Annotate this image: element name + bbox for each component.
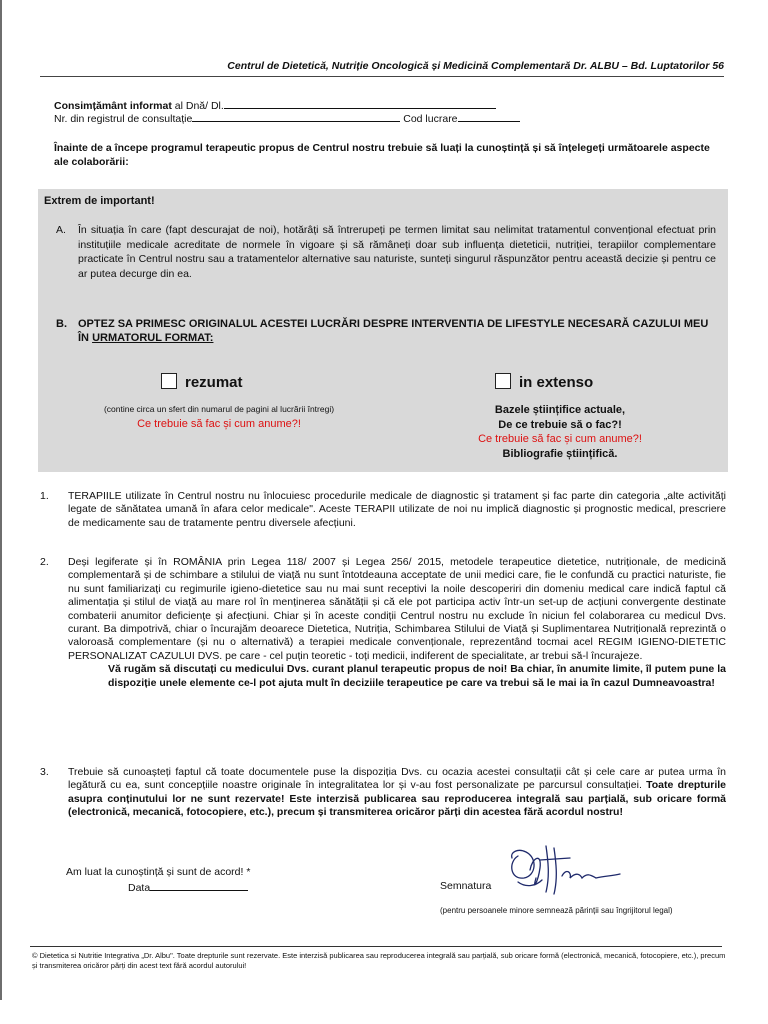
item-b-underlined: URMATORUL FORMAT: <box>92 332 214 344</box>
register-field-row <box>54 111 520 125</box>
in-extenso-line4: Bibliografie științifică. <box>502 447 618 460</box>
consent-field-row <box>54 98 496 112</box>
header-rule <box>40 76 724 77</box>
signature-label: Semnatura <box>440 880 492 892</box>
consent-label: Consimțământ informat <box>54 100 172 112</box>
in-extenso-details <box>410 403 710 461</box>
in-extenso-line1: Bazele științifice actuale, <box>494 404 626 416</box>
clinic-header: Centrul de Dietetică, Nutriție Oncologică și Medicină Complementară Dr. ALBU – Bd. Luptatorilor 56 <box>227 60 724 72</box>
in-extenso-line2: De ce trebuie să o fac?! <box>498 418 622 431</box>
rezumat-checkbox[interactable] <box>161 373 177 389</box>
point-1-text: TERAPIILE utilizate în Centrul nostru nu înlocuiesc procedurile medicale de diagnostic și tratament și fac parte din categoria „alte activități legate de sănătatea umană în afara celor medicale". Aceste TERAPII utilizate de noi nu implică diagnostic și prognostic medical, prescriere de medicamente sau de tratamente pentru diversele afecțiuni. <box>68 490 726 529</box>
point-3 <box>40 766 726 820</box>
signature-note: (pentru persoanele minore semnează părinții sau îngrijitorul legal) <box>440 906 673 915</box>
important-box <box>38 189 728 472</box>
point-2 <box>40 556 726 690</box>
item-b-label: B. <box>56 318 67 330</box>
option-rezumat[interactable] <box>161 373 243 391</box>
handwritten-signature <box>496 838 626 898</box>
date-label: Data <box>128 882 151 894</box>
copyright-footer: © Dietetica si Nutritie Integrativa „Dr. Albu". Toate drepturile sunt rezervate. Este interzisă publicarea sau reproducerea integrală sau parțială, sub oricare formă (electronică, mecanică, fotocopiere, etc.), precum și transmiterea oricăror părți din acest text fără acordul autorului! <box>32 951 726 970</box>
register-label: Nr. din registrul de consultație <box>54 113 193 125</box>
rezumat-subtitle: Ce trebuie să fac și cum anume?! <box>137 418 301 430</box>
item-a <box>56 223 716 281</box>
option-in-extenso[interactable] <box>495 373 593 391</box>
item-b <box>56 317 716 345</box>
footer-rule <box>30 946 722 947</box>
point-1 <box>40 490 726 530</box>
in-extenso-line3: Ce trebuie să fac și cum anume?! <box>478 433 642 445</box>
point-3-bold: Toate drepturile asupra conținutului lor ne sunt rezervate! Este interzisă publicarea sau reproducerea integrală sau parțială, sub oricare formă (electronică, mecanică, fotocopiere, etc.), precum și transmiterea oricăror părți din acestea fără acordul nostru! <box>68 779 726 819</box>
point-3-number: 3. <box>40 766 49 778</box>
date-field[interactable] <box>150 880 248 891</box>
in-extenso-label: in extenso <box>519 374 594 391</box>
in-extenso-checkbox[interactable] <box>495 373 511 389</box>
agreement-text: Am luat la cunoștință și sunt de acord! * <box>66 866 251 878</box>
code-label: Cod lucrare <box>403 113 458 125</box>
intro-text: Înainte de a începe programul terapeutic propus de Centrul nostru trebuie să luați la cunoștință și să înțelegeți următoarele aspecte ale colaborării: <box>54 142 710 168</box>
rezumat-note: (contine circa un sfert din numarul de pagini al lucrării întregi) <box>103 404 335 414</box>
point-3-text: Trebuie să cunoașteți faptul că toate documentele puse la dispoziția Dvs. cu ocazia acestei consultații cât și cele care ar putea urma în legătură cu ea, sunt concepțiile noastre originale în integralitatea lor și v-au fost personalizate pe parcursul consultației. <box>68 766 726 792</box>
point-1-number: 1. <box>40 490 49 502</box>
point-2-text: Deși legiferate și în ROMÂNIA prin Legea 118/ 2007 și Legea 256/ 2015, metodele terapeutice dietetice, nutriționale, de medicină complementară și de schimbare a stilului de viață nu sunt întotdeauna acceptate de unii medici care, fie le confundă cu practici naturiste, fie nu sunt familiarizați cu regimurile igieno-dietetice sau nu mai sunt receptivi la noile descoperiri din domeniu medical care indică faptul că alimentația și stilul de viață au mare rol în menținerea sănătății și că ele pot participa activ într-un set-up de acțiuni convergente destinate combaterii anumitor deficiențe și afecțiuni. Chiar și în aceste condiții Centrul nostru nu exclude în niciun fel colaborarea cu medicul Dvs. curant. Ba dimpotrivă, chiar o încurajăm deoarece Dietetica, Nutriția, Schimbarea Stilului de Viață și Suplimentarea Nutrițională reprezintă o valoroasă complementare (și nu o alternativă) a terapiei medicale convenționale, reprezentând tocmai acel REGIM IGIENO-DIETETIC PERSONALIZAT CAZULUI DVS. pe care - cel puțin teoretic - toți medicii, indiferent de specialitate, ar trebui să-l încurajeze. <box>68 556 726 662</box>
page-left-edge <box>0 0 2 1000</box>
item-b-text: OPTEZ SA PRIMESC ORIGINALUL ACESTEI LUCRĂRI DESPRE INTERVENTIA DE LIFESTYLE NECESARĂ CAZULUI MEU ÎN <box>78 318 709 344</box>
date-row <box>128 880 248 894</box>
patient-name-field[interactable] <box>224 98 496 109</box>
point-2-bold: Vă rugăm să discutați cu medicului Dvs. curant planul terapeutic propus de noi! Ba chiar, în anumite limite, îl putem pune la dispoziție unele elemente ce-l pot ajuta mult în deciziile terapeutice pe care va trebui să le mai ia în cazul Dumneavoastra! <box>108 663 726 689</box>
item-a-text: În situația în care (fapt descurajat de noi), hotărâți să întrerupeți pe termen limitat sau nelimitat tratamentul convențional efectuat prin instituțiile medicale acreditate de normele în vigoare și să rămâneți doar sub influența dieteticii, nutriției, terapiilor complementare practicate în Centrul nostru sau a tratamentelor alternative sau naturiste, sunteți singurul răspunzător pentru această decizie și pentru ce ar putea decurge din ea. <box>78 224 716 280</box>
rezumat-label: rezumat <box>185 374 243 391</box>
point-2-number: 2. <box>40 556 49 568</box>
item-a-label: A. <box>56 224 66 236</box>
register-number-field[interactable] <box>192 111 400 122</box>
code-field[interactable] <box>458 111 520 122</box>
important-title: Extrem de important! <box>44 195 155 207</box>
consent-name-label: al Dnă/ Dl. <box>174 100 224 112</box>
